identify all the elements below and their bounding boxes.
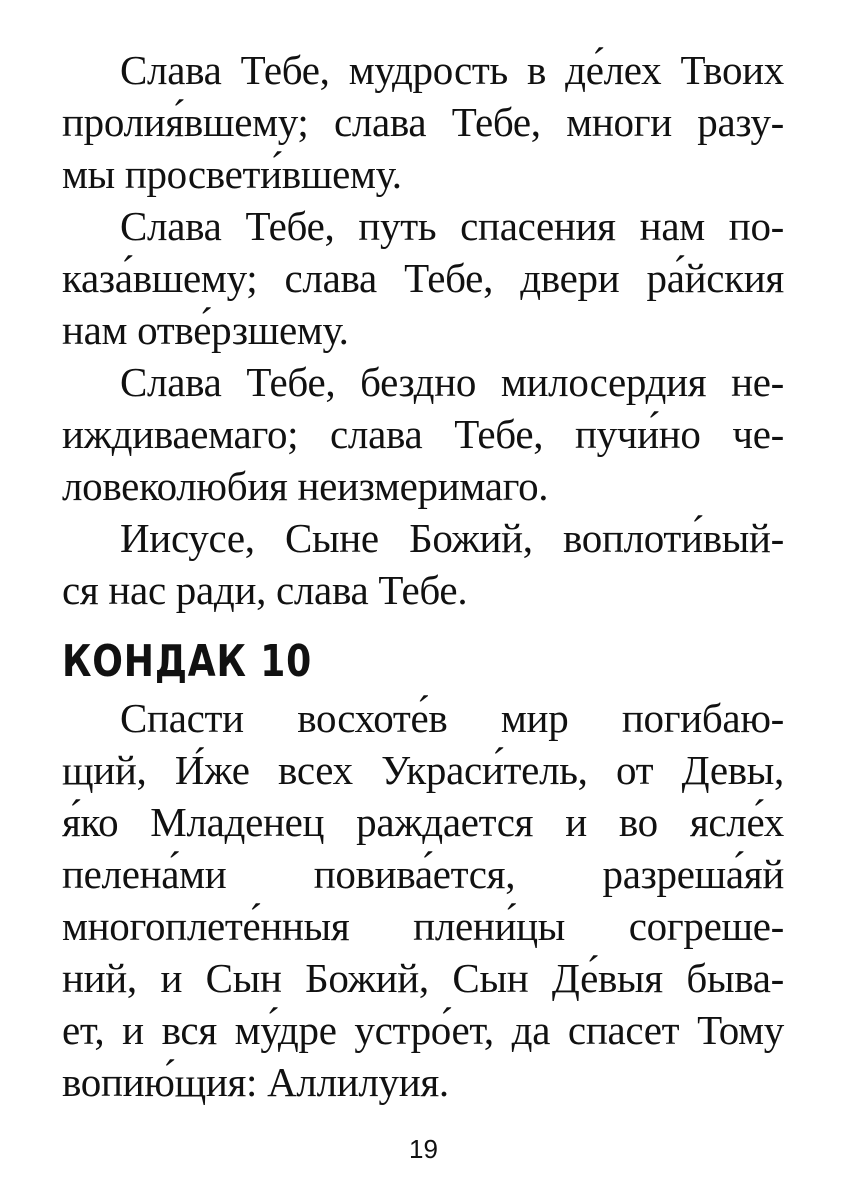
stanza-1-line-3: мы просвети́вшему. xyxy=(62,151,402,197)
stanza-3-line-2: иждиваемаго; слава Тебе, пучи́но че- xyxy=(62,411,784,457)
stanza-1-line-2: пролия́вшему; слава Тебе, многи разу- xyxy=(62,99,784,145)
kontakion-line-2: щий, И́же всех Украси́тель, от Девы, xyxy=(62,747,784,793)
kontakion-line-6: ний, и Сын Божий, Сын Де́выя быва- xyxy=(62,955,784,1001)
stanza-4-line-2: ся нас ради, слава Тебе. xyxy=(62,567,468,613)
stanza-2-line-1: Слава Тебе, путь спасения нам по- xyxy=(120,203,784,249)
kontakion-line-7: ет, и вся му́дре устро́ет, да спасет Тому xyxy=(62,1007,784,1053)
stanza-1-line-1: Слава Тебе, мудрость в де́лех Твоих xyxy=(120,47,784,93)
kontakion-line-3: я́ко Младенец раждается и во ясле́х xyxy=(62,799,784,845)
stanza-2-line-3: нам отве́рзшему. xyxy=(62,307,349,353)
kontakion-line-4: пелена́ми повива́ется, разреша́яй xyxy=(62,851,784,897)
stanza-4-line-1: Иисусе, Сыне Божий, воплоти́вый- xyxy=(120,515,784,561)
kontakion-line-5: многоплете́нныя плени́цы согреше- xyxy=(62,903,784,949)
stanza-3-line-1: Слава Тебе, бездно милосердия не- xyxy=(120,359,784,405)
kontakion-heading: КОНДАК 10 xyxy=(62,636,313,687)
stanza-3-line-3: ловеколюбия неизмеримаго. xyxy=(62,463,549,509)
page-number: 19 xyxy=(409,1134,438,1164)
kontakion-line-8: вопию́щия: Аллилуия. xyxy=(62,1059,449,1105)
kontakion-text xyxy=(62,692,784,1108)
kontakion-line-1: Спасти восхоте́в мир погибаю- xyxy=(120,695,784,741)
ikos-text xyxy=(62,44,784,616)
stanza-2-line-2: каза́вшему; слава Тебе, двери ра́йския xyxy=(62,255,784,301)
